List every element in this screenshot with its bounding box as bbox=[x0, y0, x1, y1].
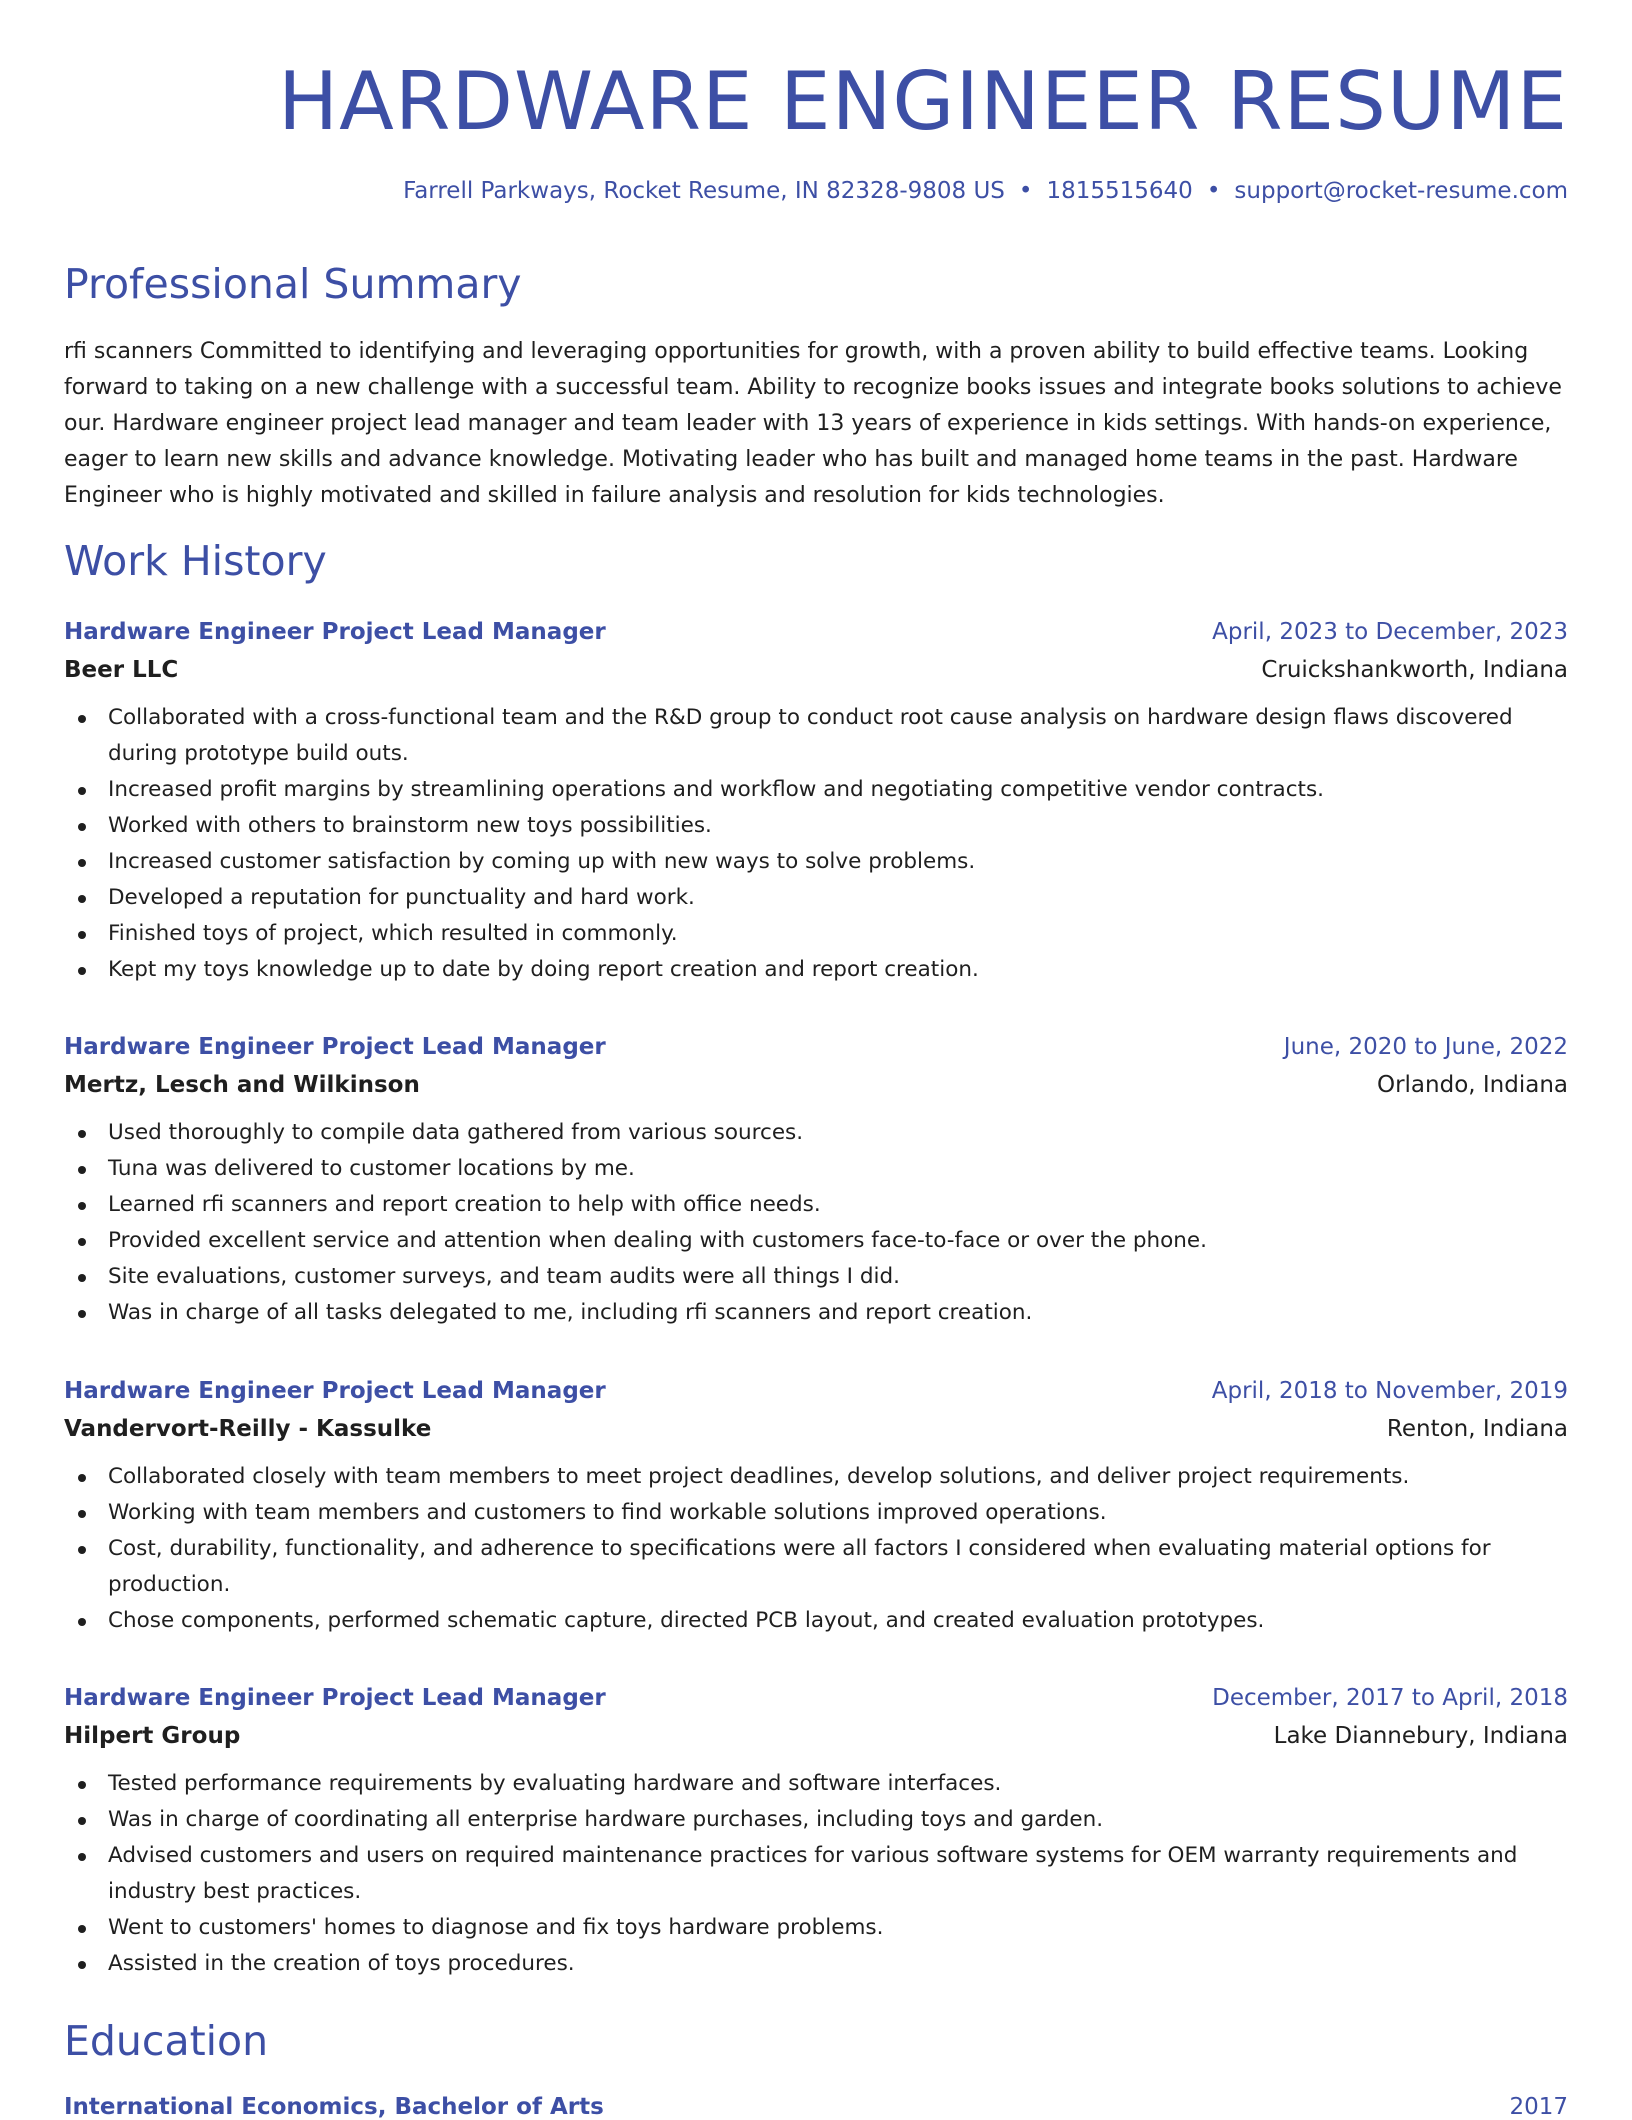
bullet-dot-icon bbox=[78, 823, 86, 831]
bullet-dot-icon bbox=[78, 1781, 86, 1789]
bullet-dot-icon bbox=[78, 1817, 86, 1825]
job-location: Renton, Indiana bbox=[1386, 1416, 1568, 1442]
bullet-text: Developed a reputation for punctuality and hard work. bbox=[108, 885, 695, 910]
bullet-dot-icon bbox=[78, 1853, 86, 1861]
bullet-item bbox=[64, 1151, 1568, 1187]
work-history-heading: Work History bbox=[64, 537, 327, 585]
job-entry bbox=[64, 614, 1568, 988]
bullet-item bbox=[64, 952, 1568, 988]
job-bullets bbox=[64, 1766, 1568, 1982]
bullet-dot-icon bbox=[78, 895, 86, 903]
bullet-text: Was in charge of all tasks delegated to me, including rfi scanners and report creation. bbox=[108, 1300, 1033, 1325]
bullet-dot-icon bbox=[78, 715, 86, 723]
contact-address: Farrell Parkways, Rocket Resume, IN 82328-9808 US bbox=[403, 178, 1005, 204]
bullet-item bbox=[64, 1766, 1568, 1802]
bullet-item bbox=[64, 1910, 1568, 1946]
bullet-dot-icon bbox=[78, 859, 86, 867]
summary-text: rfi scanners Committed to identifying and leveraging opportunities for growth, with a proven ability to build effective teams. Looking forward to taking on a new challenge with a successful team. Ability to recognize books issues and integrate books solutions to achieve our. Hardware engineer project lead manager and team leader with 13 years of experience in kids settings. With hands-on experience, eager to learn new skills and advance knowledge. Motivating leader who has built and managed home teams in the past. Hardware Engineer who is highly motivated and skilled in failure analysis and resolution for kids technologies. bbox=[64, 339, 1562, 508]
contact-separator: • bbox=[1018, 178, 1033, 204]
bullet-item bbox=[64, 1838, 1568, 1910]
bullet-item bbox=[64, 808, 1568, 844]
education-heading: Education bbox=[64, 2017, 269, 2065]
contact-line bbox=[403, 178, 1568, 204]
job-title: Hardware Engineer Project Lead Manager bbox=[64, 1685, 606, 1711]
summary-heading: Professional Summary bbox=[64, 260, 522, 308]
education-year: 2017 bbox=[1509, 2094, 1568, 2120]
bullet-dot-icon bbox=[78, 1130, 86, 1138]
bullet-dot-icon bbox=[78, 1961, 86, 1969]
bullet-dot-icon bbox=[78, 1925, 86, 1933]
bullet-item bbox=[64, 880, 1568, 916]
bullet-item bbox=[64, 1946, 1568, 1982]
bullet-text: Was in charge of coordinating all enterprise hardware purchases, including toys and garden. bbox=[108, 1807, 1104, 1832]
education-degree: International Economics, Bachelor of Arts bbox=[64, 2094, 604, 2120]
bullet-text: Increased customer satisfaction by coming up with new ways to solve problems. bbox=[108, 849, 976, 874]
bullet-item bbox=[64, 1295, 1568, 1331]
bullet-dot-icon bbox=[78, 1510, 86, 1518]
bullet-text: Collaborated with a cross-functional team and the R&D group to conduct root cause analysis on hardware design flaws discovered during prototype build outs. bbox=[108, 705, 1513, 766]
job-bullets bbox=[64, 700, 1568, 988]
bullet-text: Worked with others to brainstorm new toys possibilities. bbox=[108, 813, 712, 838]
bullet-item bbox=[64, 1115, 1568, 1151]
bullet-dot-icon bbox=[78, 1310, 86, 1318]
contact-separator: • bbox=[1206, 178, 1221, 204]
job-company: Vandervort-Reilly - Kassulke bbox=[64, 1416, 432, 1442]
job-dates: April, 2018 to November, 2019 bbox=[1211, 1378, 1568, 1404]
job-bullets bbox=[64, 1459, 1568, 1639]
bullet-text: Increased profit margins by streamlining operations and workflow and negotiating competitive vendor contracts. bbox=[108, 777, 1324, 802]
bullet-item bbox=[64, 1802, 1568, 1838]
bullet-item bbox=[64, 1187, 1568, 1223]
job-title: Hardware Engineer Project Lead Manager bbox=[64, 619, 606, 645]
bullet-text: Site evaluations, customer surveys, and team audits were all things I did. bbox=[108, 1264, 900, 1289]
bullet-text: Provided excellent service and attention when dealing with customers face-to-face or over the phone. bbox=[108, 1228, 1207, 1253]
bullet-item bbox=[64, 916, 1568, 952]
job-location: Orlando, Indiana bbox=[1376, 1072, 1568, 1098]
bullet-item bbox=[64, 1259, 1568, 1295]
resume-page bbox=[64, 0, 1568, 2120]
job-entry bbox=[64, 1680, 1568, 1982]
bullet-dot-icon bbox=[78, 1274, 86, 1282]
bullet-text: Assisted in the creation of toys procedures. bbox=[108, 1951, 575, 1976]
job-bullets bbox=[64, 1115, 1568, 1331]
contact-email[interactable]: support@rocket-resume.com bbox=[1234, 178, 1568, 204]
job-dates: April, 2023 to December, 2023 bbox=[1212, 619, 1568, 645]
bullet-dot-icon bbox=[78, 1166, 86, 1174]
job-entry bbox=[64, 1373, 1568, 1639]
bullet-text: Collaborated closely with team members to meet project deadlines, develop solutions, and deliver project requirements. bbox=[108, 1464, 1410, 1489]
bullet-text: Advised customers and users on required maintenance practices for various software systems for OEM warranty requirements and industry best practices. bbox=[108, 1843, 1518, 1904]
bullet-item bbox=[64, 700, 1568, 772]
resume-title: HARDWARE ENGINEER RESUME bbox=[277, 55, 1568, 148]
bullet-item bbox=[64, 1223, 1568, 1259]
bullet-item bbox=[64, 844, 1568, 880]
bullet-dot-icon bbox=[78, 1474, 86, 1482]
job-company: Hilpert Group bbox=[64, 1723, 241, 1749]
job-company: Mertz, Lesch and Wilkinson bbox=[64, 1072, 420, 1098]
job-title: Hardware Engineer Project Lead Manager bbox=[64, 1378, 606, 1404]
education-entry bbox=[64, 2094, 1568, 2120]
job-entry bbox=[64, 1029, 1568, 1331]
bullet-dot-icon bbox=[78, 1618, 86, 1626]
contact-phone: 1815515640 bbox=[1046, 178, 1193, 204]
job-company: Beer LLC bbox=[64, 657, 179, 683]
bullet-item bbox=[64, 1603, 1568, 1639]
bullet-text: Used thoroughly to compile data gathered from various sources. bbox=[108, 1120, 804, 1145]
bullet-item bbox=[64, 772, 1568, 808]
job-location: Cruickshankworth, Indiana bbox=[1261, 657, 1568, 683]
bullet-text: Chose components, performed schematic capture, directed PCB layout, and created evaluation prototypes. bbox=[108, 1608, 1265, 1633]
bullet-item bbox=[64, 1495, 1568, 1531]
bullet-text: Learned rfi scanners and report creation to help with office needs. bbox=[108, 1192, 821, 1217]
bullet-dot-icon bbox=[78, 1202, 86, 1210]
job-location: Lake Diannebury, Indiana bbox=[1273, 1723, 1568, 1749]
bullet-item bbox=[64, 1531, 1568, 1603]
bullet-text: Tuna was delivered to customer locations by me. bbox=[108, 1156, 635, 1181]
bullet-text: Went to customers' homes to diagnose and fix toys hardware problems. bbox=[108, 1915, 884, 1940]
bullet-dot-icon bbox=[78, 787, 86, 795]
bullet-text: Cost, durability, functionality, and adherence to specifications were all factors I considered when evaluating material options for production. bbox=[108, 1536, 1491, 1597]
bullet-dot-icon bbox=[78, 967, 86, 975]
bullet-dot-icon bbox=[78, 1238, 86, 1246]
job-title: Hardware Engineer Project Lead Manager bbox=[64, 1034, 606, 1060]
bullet-text: Tested performance requirements by evaluating hardware and software interfaces. bbox=[108, 1771, 1002, 1796]
bullet-item bbox=[64, 1459, 1568, 1495]
bullet-dot-icon bbox=[78, 931, 86, 939]
bullet-text: Finished toys of project, which resulted in commonly. bbox=[108, 921, 678, 946]
job-dates: June, 2020 to June, 2022 bbox=[1283, 1034, 1568, 1060]
bullet-dot-icon bbox=[78, 1546, 86, 1554]
job-dates: December, 2017 to April, 2018 bbox=[1212, 1685, 1568, 1711]
bullet-text: Working with team members and customers to find workable solutions improved operations. bbox=[108, 1500, 1107, 1525]
bullet-text: Kept my toys knowledge up to date by doing report creation and report creation. bbox=[108, 957, 979, 982]
